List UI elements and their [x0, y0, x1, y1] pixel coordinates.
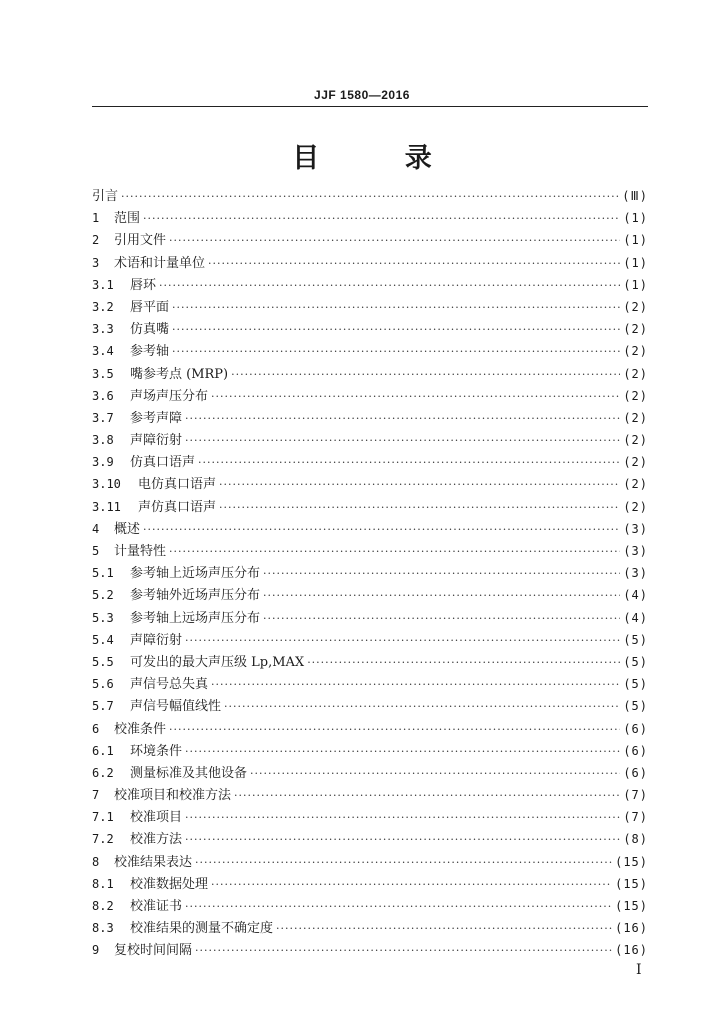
toc-entry-number: 2: [92, 233, 100, 248]
toc-entry-title: 引言: [92, 189, 119, 204]
toc-entry-title: 电仿真口语声: [138, 477, 217, 493]
dot-leader: [211, 386, 620, 408]
toc-entry-page: (2): [623, 455, 648, 470]
toc-entry: [92, 695, 648, 717]
dot-leader: [172, 341, 620, 363]
toc-entry-number: 5.6: [92, 677, 114, 692]
toc-entry-number: 3.11: [92, 499, 121, 514]
dot-leader: [234, 785, 620, 807]
toc-entry-title: 复校时间间隔: [114, 943, 193, 959]
toc-entry-number: 8: [92, 854, 100, 869]
toc-entry-page: (4): [623, 610, 648, 625]
toc-entry-number: 8.3: [92, 921, 114, 936]
toc-entry: [92, 651, 648, 673]
toc-entry-page: (2): [623, 433, 648, 448]
dot-leader: [185, 807, 620, 829]
toc-entry: [92, 784, 648, 806]
toc-entry: [92, 318, 648, 340]
toc-entry-number: 7.1: [92, 810, 114, 825]
toc-entry-title: 声仿真口语声: [138, 499, 217, 515]
toc-entry: [92, 274, 648, 296]
toc-entry-title: 参考轴外近场声压分布: [130, 588, 261, 604]
toc-entry: [92, 939, 648, 961]
dot-leader: [195, 940, 612, 962]
toc-entry-page: (7): [623, 788, 648, 803]
toc-entry: [92, 607, 648, 629]
dot-leader: [172, 297, 620, 319]
dot-leader: [263, 563, 620, 585]
toc-entry-title: 校准数据处理: [130, 876, 209, 892]
toc-entry-title: 仿真嘴: [130, 322, 170, 338]
toc-entry-number: 1: [92, 211, 100, 226]
toc-entry-number: 3.10: [92, 477, 121, 492]
toc-entry: [92, 629, 648, 651]
toc-entry-page: (5): [623, 632, 648, 647]
toc-entry-page: (2): [623, 477, 648, 492]
toc-entry-title: 校准项目和校准方法: [114, 788, 232, 804]
toc-entry-page: (2): [623, 366, 648, 381]
dot-leader: [185, 896, 612, 918]
toc-entry-page: (16): [615, 921, 648, 936]
toc-entry-page: (2): [623, 322, 648, 337]
dot-leader: [185, 630, 620, 652]
toc-entry-title: 校准项目: [130, 810, 183, 826]
toc-entry-number: 3.5: [92, 366, 114, 381]
toc-entry: [92, 762, 648, 784]
toc-entry-number: 6: [92, 721, 100, 736]
toc-entry: [92, 207, 648, 229]
toc-entry-page: (3): [623, 544, 648, 558]
dot-leader: [208, 253, 620, 275]
table-of-contents: [92, 185, 648, 962]
toc-entry-title: 概述: [114, 521, 141, 537]
toc-entry: [92, 473, 648, 495]
toc-entry-title: 唇平面: [130, 299, 170, 315]
toc-entry-page: (6): [623, 765, 648, 780]
dot-leader: [185, 829, 620, 851]
toc-entry-title: 引用文件: [114, 233, 167, 249]
toc-entry-page: (5): [623, 654, 648, 669]
toc-entry: [92, 407, 648, 429]
toc-entry-number: 5.2: [92, 588, 114, 603]
dot-leader: [307, 652, 620, 674]
toc-entry-page: (16): [615, 943, 648, 958]
toc-entry-title: 声信号幅值线性: [130, 699, 222, 715]
dot-leader: [250, 763, 620, 785]
toc-entry-title: 嘴参考点 (MRP): [130, 366, 229, 382]
toc-entry-title: 校准证书: [130, 899, 183, 914]
toc-entry: [92, 806, 648, 828]
toc-entry: [92, 451, 648, 473]
dot-leader: [276, 918, 612, 940]
toc-entry-page: (1): [623, 255, 648, 270]
toc-entry-number: 5.1: [92, 566, 114, 581]
toc-entry-page: (Ⅲ): [622, 189, 648, 203]
toc-entry-number: 3.1: [92, 277, 114, 292]
toc-entry-number: 5.7: [92, 699, 114, 714]
toc-entry-title: 声信号总失真: [130, 677, 209, 693]
toc-entry-title: 唇环: [130, 277, 157, 293]
toc-entry-page: (8): [623, 832, 648, 847]
toc-entry-page: (7): [623, 810, 648, 825]
toc-entry-number: 3.4: [92, 344, 114, 359]
toc-entry: [92, 429, 648, 451]
dot-leader: [195, 852, 612, 874]
toc-entry-number: 3.3: [92, 322, 114, 337]
toc-entry-page: (6): [623, 721, 648, 736]
dot-leader: [263, 608, 620, 630]
toc-entry: [92, 584, 648, 606]
toc-entry-page: (15): [615, 854, 648, 869]
toc-entry-title: 仿真口语声: [130, 455, 196, 471]
toc-entry-title: 术语和计量单位: [114, 255, 206, 271]
toc-entry-title: 环境条件: [130, 743, 183, 759]
toc-entry: [92, 562, 648, 584]
toc-entry: [92, 385, 648, 407]
toc-entry: [92, 540, 648, 562]
toc-entry-page: (2): [623, 499, 648, 514]
toc-entry-title: 参考轴上近场声压分布: [130, 566, 261, 582]
toc-entry: [92, 895, 648, 917]
toc-entry-title: 校准方法: [130, 832, 183, 848]
page-title: 目 录: [292, 143, 470, 174]
dot-leader: [185, 408, 620, 430]
toc-entry-page: (3): [623, 521, 648, 536]
dot-leader: [231, 364, 620, 386]
toc-entry: [92, 740, 648, 762]
toc-entry-number: 6.2: [92, 765, 114, 780]
toc-entry-title: 参考轴上远场声压分布: [130, 610, 261, 626]
toc-entry-number: 7.2: [92, 832, 114, 847]
toc-entry-number: 3.9: [92, 455, 114, 470]
dot-leader: [198, 452, 620, 474]
toc-entry-number: 8.1: [92, 876, 114, 891]
toc-entry: [92, 873, 648, 895]
toc-entry-page: (5): [623, 677, 648, 692]
toc-entry-number: 3.7: [92, 410, 114, 425]
toc-entry-title: 校准结果表达: [114, 854, 193, 870]
toc-entry: [92, 851, 648, 873]
page-number: I: [636, 962, 642, 978]
toc-entry: [92, 496, 648, 518]
toc-entry-title: 声障衍射: [130, 632, 183, 648]
toc-entry-title: 计量特性: [114, 544, 167, 559]
toc-entry-page: (15): [615, 899, 648, 913]
toc-entry-number: 6.1: [92, 743, 114, 758]
dot-leader: [169, 541, 620, 563]
dot-leader: [211, 874, 612, 896]
dot-leader: [121, 186, 619, 208]
toc-entry: [92, 363, 648, 385]
toc-entry-number: 8.2: [92, 899, 114, 913]
dot-leader: [169, 719, 620, 741]
dot-leader: [224, 696, 620, 718]
running-header: JJF 1580—2016: [314, 88, 410, 102]
toc-entry-title: 校准条件: [114, 721, 167, 737]
dot-leader: [219, 497, 620, 519]
toc-entry: [92, 340, 648, 362]
dot-leader: [143, 208, 620, 230]
dot-leader: [263, 585, 620, 607]
dot-leader: [219, 474, 620, 496]
toc-entry: [92, 229, 648, 251]
toc-entry-number: 4: [92, 521, 100, 536]
toc-entry: [92, 518, 648, 540]
toc-entry-page: (1): [623, 277, 648, 292]
toc-entry-page: (2): [623, 344, 648, 359]
toc-entry-page: (5): [623, 699, 648, 714]
header-rule: [92, 106, 648, 107]
toc-entry-page: (2): [623, 388, 648, 403]
toc-entry-number: 5: [92, 544, 100, 558]
toc-entry-title: 校准结果的测量不确定度: [130, 921, 274, 937]
toc-entry: [92, 718, 648, 740]
toc-entry: [92, 296, 648, 318]
toc-entry-number: 5.3: [92, 610, 114, 625]
toc-entry-number: 3: [92, 255, 100, 270]
dot-leader: [169, 230, 620, 252]
toc-entry-page: (3): [623, 566, 648, 581]
dot-leader: [185, 741, 620, 763]
toc-entry: [92, 252, 648, 274]
toc-entry-page: (1): [623, 211, 648, 226]
toc-entry-title: 可发出的最大声压级 Lp,MAX: [130, 654, 305, 670]
toc-entry-title: 参考声障: [130, 410, 183, 426]
toc-entry: [92, 917, 648, 939]
dot-leader: [185, 430, 620, 452]
toc-entry: [92, 185, 648, 207]
toc-entry-page: (2): [623, 299, 648, 314]
toc-entry-number: 3.8: [92, 433, 114, 448]
toc-entry-title: 范围: [114, 211, 141, 227]
dot-leader: [211, 674, 620, 696]
toc-entry-number: 5.5: [92, 654, 114, 669]
toc-entry-title: 声场声压分布: [130, 388, 209, 404]
toc-entry-title: 测量标准及其他设备: [130, 765, 248, 781]
toc-entry-number: 3.2: [92, 299, 114, 314]
toc-entry-number: 9: [92, 943, 100, 958]
toc-entry-page: (6): [623, 743, 648, 758]
dot-leader: [159, 275, 620, 297]
toc-entry-title: 参考轴: [130, 344, 170, 360]
toc-entry-page: (15): [615, 876, 648, 891]
toc-entry-number: 7: [92, 788, 100, 803]
toc-entry-number: 5.4: [92, 632, 114, 647]
toc-entry-number: 3.6: [92, 388, 114, 403]
toc-entry-page: (4): [623, 588, 648, 603]
dot-leader: [143, 519, 620, 541]
toc-entry: [92, 828, 648, 850]
toc-entry-title: 声障衍射: [130, 433, 183, 449]
toc-entry-page: (1): [623, 233, 648, 248]
toc-entry: [92, 673, 648, 695]
toc-entry-page: (2): [623, 410, 648, 425]
dot-leader: [172, 319, 620, 341]
